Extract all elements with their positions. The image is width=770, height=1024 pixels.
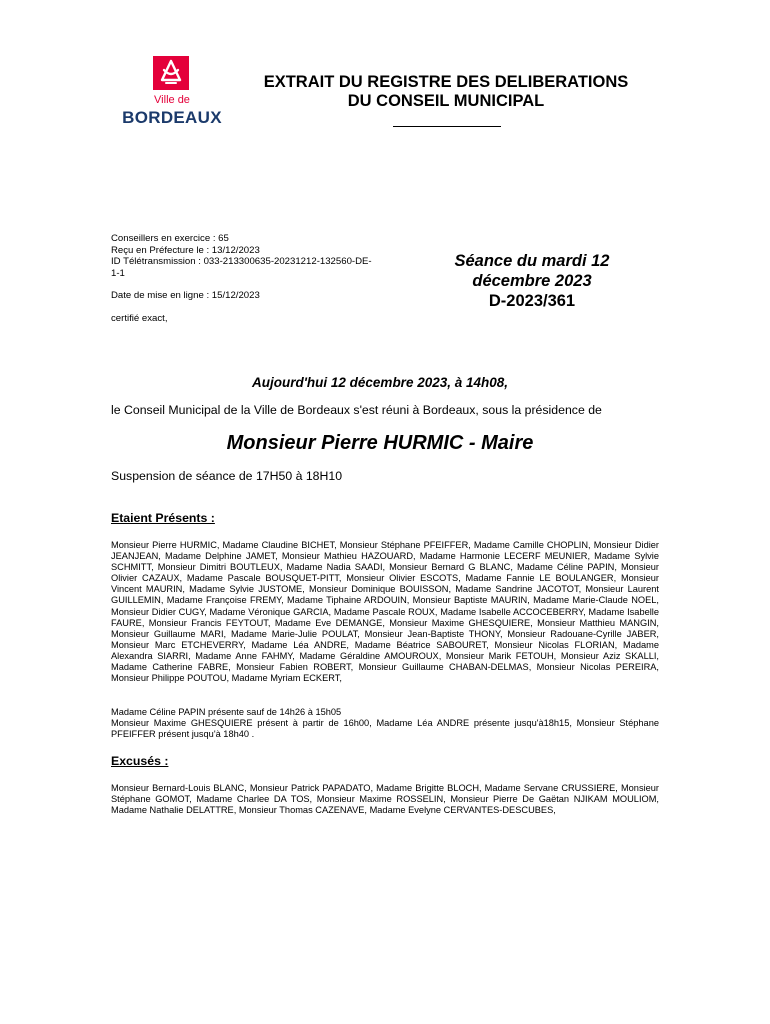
title-line-2: DU CONSEIL MUNICIPAL: [347, 92, 545, 110]
title-line-1: EXTRAIT DU REGISTRE DES DELIBERATIONS: [263, 73, 629, 91]
excuses-heading: Excusés :: [111, 754, 169, 768]
presence-notes: [111, 707, 659, 740]
meeting-date-time: Aujourd'hui 12 décembre 2023, à 14h08,: [251, 375, 509, 390]
suspension-note: Suspension de séance de 17H50 à 18H10: [111, 469, 343, 483]
date-mise-en-ligne: Date de mise en ligne : 15/12/2023: [111, 290, 260, 302]
presence-note-2: Monsieur Maxime GHESQUIERE présent à partir de 16h00, Madame Léa ANDRE présente jusqu'à18h15, Monsieur Stéphane PFEIFFER présent jusqu'à 18h40 .: [111, 718, 659, 740]
seance-date-line-2: décembre 2023: [472, 272, 592, 290]
presence-note-1: Madame Céline PAPIN présente sauf de 14h26 à 15h05: [111, 707, 342, 717]
title-underline-divider: [393, 126, 501, 127]
recu-prefecture: Reçu en Préfecture le : 13/12/2023: [111, 244, 260, 256]
conseillers-count: Conseillers en exercice : 65: [111, 233, 229, 244]
certifie-exact: certifié exact,: [111, 312, 168, 324]
presents-list: Monsieur Pierre HURMIC, Madame Claudine BICHET, Monsieur Stéphane PFEIFFER, Madame Camille CHOPLIN, Monsieur Didier JEANJEAN, Madame Delphine JAMET, Monsieur Mathieu HAZOUARD, Madame Harmonie LECERF MEUNIER, Madame Sylvie SCHMITT, Monsieur Dimitri BOUTLEUX, Madame Nadia SAADI, Monsieur Bernard G BLANC, Madame Céline PAPIN, Monsieur Olivier CAZAUX, Madame Pascale BOUSQUET-PITT, Monsieur Olivier ESCOTS, Madame Fannie LE BOULANGER, Monsieur Vincent MAURIN, Madame Sylvie JUSTOME, Monsieur Dominique BOUISSON, Madame Sandrine JACOTOT, Monsieur Laurent GUILLEMIN, Madame Françoise FREMY, Madame Tiphaine ARDOUIN, Monsieur Baptiste MAURIN, Madame Marie-Claude NOEL, Monsieur Didier CUGY, Madame Véronique GARCIA, Madame Pascale ROUX, Madame Isabelle ACCOCEBERRY, Madame Isabelle FAURE, Monsieur Francis FEYTOUT, Madame Eve DEMANGE, Monsieur Maxime GHESQUIERE, Monsieur Matthieu MANGIN, Monsieur Guillaume MARI, Madame Marie-Julie POULAT, Monsieur Jean-Baptiste THONY, Monsieur Radouane-Cyrille JABER, Monsieur Marc ETCHEVERRY, Madame Léa ANDRE, Madame Béatrice SABOURET, Monsieur Nicolas FLORIAN, Madame Alexandra SIARRI, Madame Anne FAHMY, Madame Géraldine AMOUROUX, Monsieur Marik FETOUH, Monsieur Aziz SKALLI, Madame Catherine FABRE, Monsieur Fabien ROBERT, Monsieur Guillaume CHABAN-DELMAS, Monsieur Nicolas PEREIRA, Monsieur Philippe POUTOU, Madame Myriam ECKERT,: [111, 540, 659, 684]
excuses-list: Monsieur Bernard-Louis BLANC, Monsieur Patrick PAPADATO, Madame Brigitte BLOCH, Madame Servane CRUSSIERE, Monsieur Stéphane GOMOT, Madame Charlee DA TOS, Monsieur Maxime ROSSELIN, Monsieur Pierre De Gaëtan NJIKAM MOULIOM, Madame Nathalie DELATTRE, Monsieur Thomas CAZENAVE, Madame Evelyne CERVANTES-DESCUBES,: [111, 783, 659, 816]
seance-date-line-1: Séance du mardi 12: [454, 252, 610, 270]
document-title: [236, 73, 656, 111]
seance-block: [418, 251, 646, 311]
logo-ville-text: Ville de: [154, 94, 190, 106]
presents-heading: Etaient Présents :: [111, 511, 215, 525]
bordeaux-logo: [118, 56, 226, 130]
transmission-metadata: [111, 233, 401, 325]
logo-city-text: BORDEAUX: [122, 108, 222, 127]
bordeaux-emblem-icon: [153, 56, 189, 90]
teletransmission-id: ID Télétransmission : 033-213300635-20231212-132560-DE- 1-1: [111, 256, 372, 279]
intro-sentence: le Conseil Municipal de la Ville de Bordeaux s'est réuni à Bordeaux, sous la présidence de: [111, 403, 602, 417]
deliberation-number: D-2023/361: [488, 292, 576, 310]
president-name: Monsieur Pierre HURMIC - Maire: [226, 432, 534, 454]
